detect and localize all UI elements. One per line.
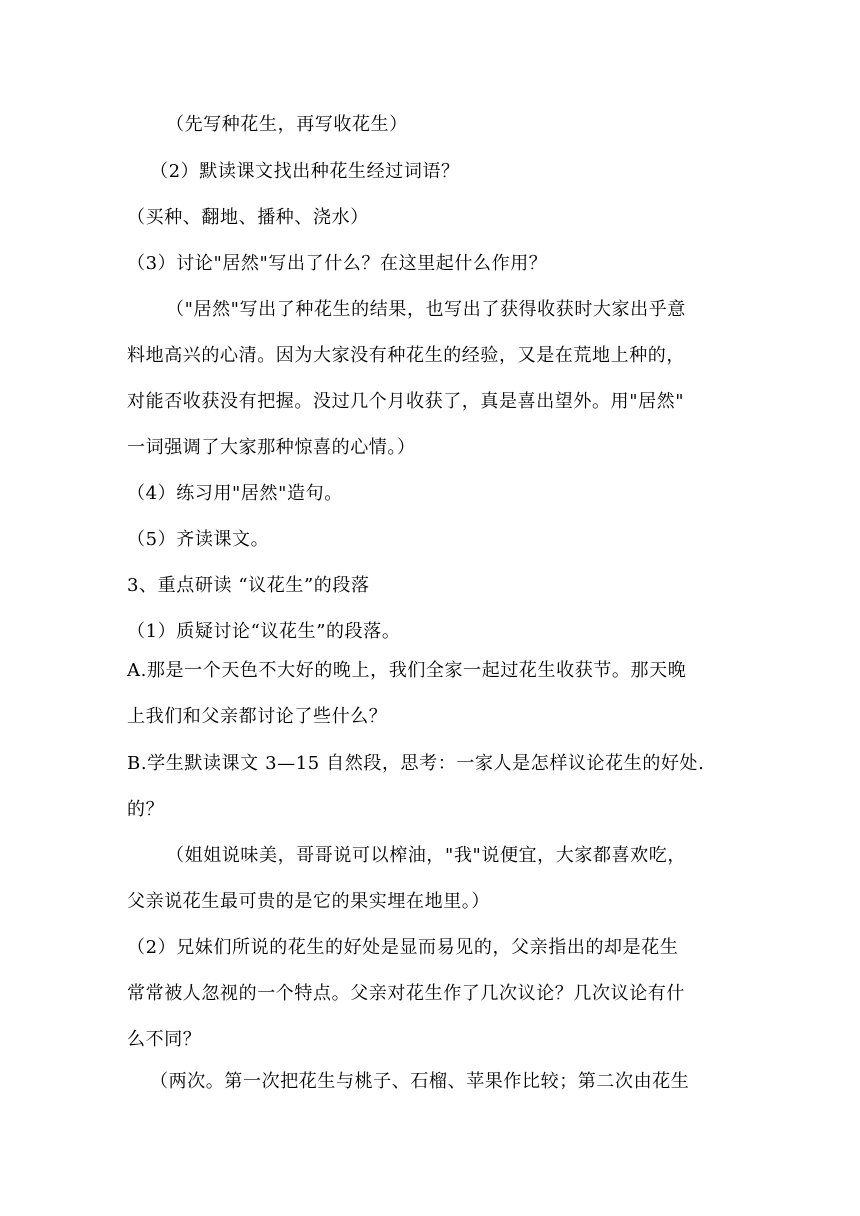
text-line: 料地高兴的心清。因为大家没有种花生的经验，又是在荒地上种的， — [127, 345, 685, 366]
text-line: 父亲说花生最可贵的是它的果实埋在地里。） — [127, 891, 490, 912]
text-line: 常常被人忽视的一个特点。父亲对花生作了几次议论？几次议论有什 — [127, 983, 685, 1004]
text-line: （"居然"写出了种花生的结果，也写出了获得收获时大家出乎意 — [166, 299, 686, 320]
text-line: 上我们和父亲都讨论了些什么？ — [127, 706, 388, 727]
text-line: A.那是一个天色不大好的晚上，我们全家一起过花生收获节。那天晚 — [127, 660, 687, 681]
text-line: （两次。第一次把花生与桃子、石榴、苹果作比较；第二次由花生 — [150, 1071, 690, 1092]
text-line: 对能否收获没有把握。没过几个月收获了，真是喜出望外。用"居然" — [127, 391, 685, 412]
text-line: （2）默读课文找出种花生经过词语？ — [150, 161, 460, 182]
text-line: （先写种花生，再写收花生） — [166, 114, 408, 135]
text-line: （1）质疑讨论“议花生”的段落。 — [127, 621, 401, 642]
text-line: 一词强调了大家那种惊喜的心情。） — [127, 437, 416, 458]
text-line: （买种、翻地、播种、浇水） — [127, 207, 369, 228]
text-line: （4）练习用"居然"造句。 — [127, 483, 343, 504]
text-line: （5）齐读课文。 — [127, 529, 270, 550]
text-line: （2）兄妹们所说的花生的好处是显而易见的，父亲指出的却是花生 — [127, 937, 679, 958]
text-line: （姐姐说味美，哥哥说可以榨油，"我"说便宜，大家都喜欢吃， — [166, 845, 686, 866]
text-line: B.学生默读课文 3—15 自然段，思考：一家人是怎样议论花生的好处. — [127, 753, 705, 774]
text-line: 的？ — [127, 799, 165, 820]
section-heading: 3、重点研读 “议花生”的段落 — [127, 575, 370, 596]
text-line: 么不同？ — [127, 1029, 202, 1050]
text-line: （3）讨论"居然"写出了什么？在这里起什么作用？ — [127, 253, 548, 274]
